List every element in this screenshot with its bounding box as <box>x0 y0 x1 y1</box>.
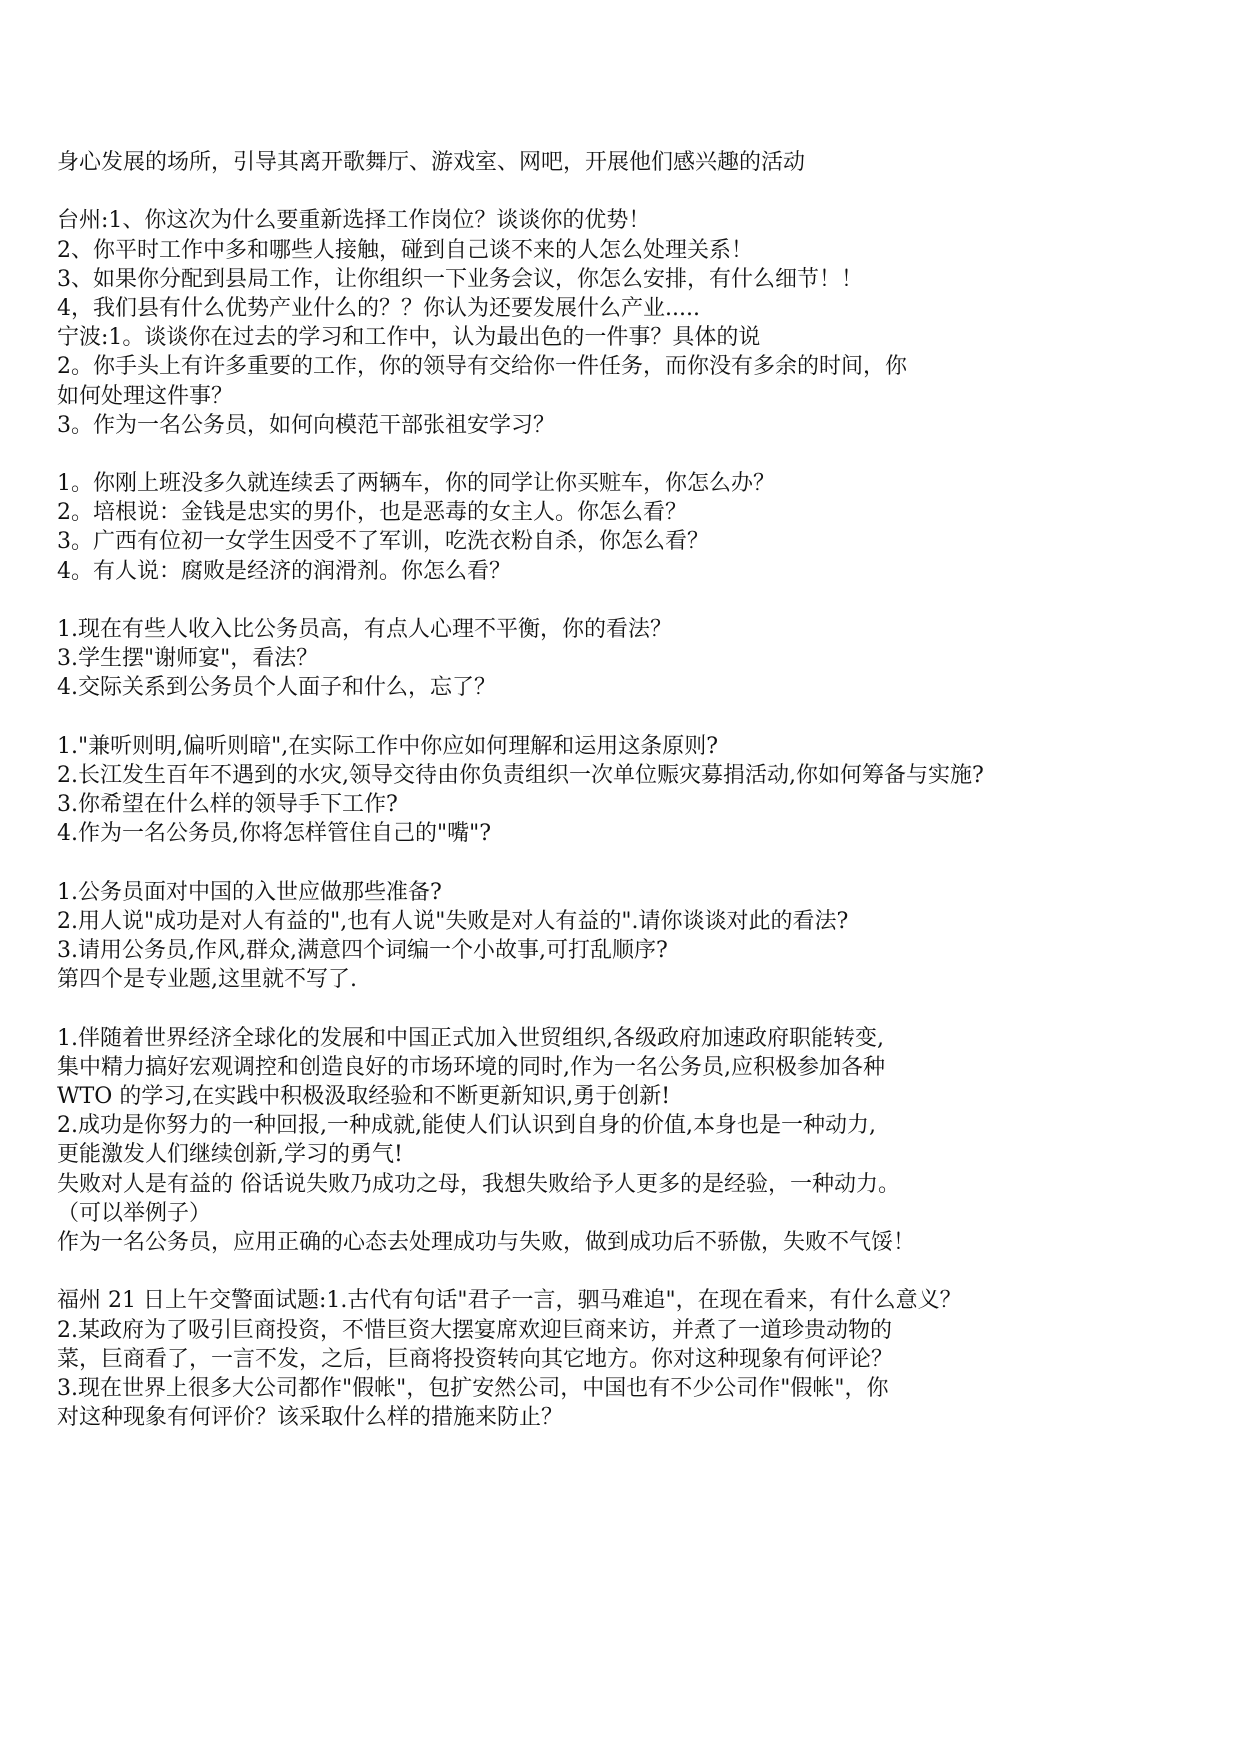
text-line: 作为一名公务员，应用正确的心态去处理成功与失败，做到成功后不骄傲，失败不气馁！ <box>57 1229 916 1255</box>
text-line: 失败对人是有益的 俗话说失败乃成功之母，我想失败给予人更多的是经验，一种动力。 <box>57 1171 900 1197</box>
text-line: 2、你平时工作中多和哪些人接触，碰到自己谈不来的人怎么处理关系！ <box>57 237 753 263</box>
blank-line <box>57 703 1217 732</box>
blank-line <box>57 586 1217 615</box>
text-line: 1。你刚上班没多久就连续丢了两辆车，你的同学让你买赃车，你怎么办？ <box>57 471 775 497</box>
text-line: 3。广西有位初一女学生因受不了军训，吃洗衣粉自杀，你怎么看？ <box>57 529 709 555</box>
text-line: WTO 的学习,在实践中积极汲取经验和不断更新知识,勇于创新! <box>57 1084 671 1109</box>
text-line: 3.学生摆"谢师宴"，看法？ <box>57 646 319 672</box>
text-line: 对这种现象有何评价？该采取什么样的措施来防止？ <box>57 1405 564 1431</box>
text-line: 4。有人说：腐败是经济的润滑剂。你怎么看？ <box>57 558 511 584</box>
text-line: 身心发展的场所，引导其离开歌舞厅、游戏室、网吧，开展他们感兴趣的活动 <box>57 150 806 175</box>
text-line: 台州:1、你这次为什么要重新选择工作岗位？谈谈你的优势！ <box>57 208 651 234</box>
text-line: 1."兼听则明,偏听则暗",在实际工作中你应如何理解和运用这条原则? <box>57 733 719 759</box>
text-line: 2。培根说：金钱是忠实的男仆，也是恶毒的女主人。你怎么看？ <box>57 500 687 526</box>
text-line: 集中精力搞好宏观调控和创造良好的市场环境的同时,作为一名公务员,应积极参加各种 <box>57 1054 885 1080</box>
blank-line <box>57 440 1217 469</box>
text-line: 4.作为一名公务员,你将怎样管住自己的"嘴"? <box>57 821 492 847</box>
text-line: 1.现在有些人收入比公务员高，有点人心理不平衡，你的看法？ <box>57 617 672 642</box>
text-line: 2.某政府为了吸引巨商投资，不惜巨资大摆宴席欢迎巨商来访，并煮了一道珍贵动物的 <box>57 1317 892 1343</box>
text-line: 3、如果你分配到县局工作，让你组织一下业务会议，你怎么安排，有什么细节！！ <box>57 266 863 292</box>
text-line: 3。作为一名公务员，如何向模范干部张祖安学习？ <box>57 412 555 438</box>
text-line: 宁波:1。谈谈你在过去的学习和工作中，认为最出色的一件事？具体的说 <box>57 325 761 351</box>
text-line: 3.现在世界上很多大公司都作"假帐"，包扩安然公司，中国也有不少公司作"假帐"，你 <box>57 1375 889 1401</box>
blank-line <box>57 849 1217 878</box>
text-line: 福州 21 日上午交警面试题:1.古代有句话"君子一言，驷马难追"，在现在看来，有什么意义？ <box>57 1288 962 1314</box>
text-line: 3.请用公务员,作风,群众,满意四个词编一个小故事,可打乱顺序? <box>57 938 668 964</box>
text-line: 3.你希望在什么样的领导手下工作? <box>57 792 398 818</box>
text-line: 1.伴随着世界经济全球化的发展和中国正式加入世贸组织,各级政府加速政府职能转变, <box>57 1025 884 1051</box>
text-line: 4，我们县有什么优势产业什么的？？你认为还要发展什么产业..... <box>57 295 700 321</box>
text-line: 如何处理这件事？ <box>57 383 234 409</box>
blank-line <box>57 177 1217 206</box>
text-line: 2.用人说"成功是对人有益的",也有人说"失败是对人有益的".请你谈谈对此的看法? <box>57 908 849 934</box>
text-line: 1.公务员面对中国的入世应做那些准备? <box>57 879 442 905</box>
text-line: 第四个是专业题,这里就不写了. <box>57 967 357 993</box>
blank-line <box>57 1257 1217 1286</box>
text-line: 2.成功是你努力的一种回报,一种成就,能使人们认识到自身的价值,本身也是一种动力, <box>57 1113 876 1139</box>
text-line: （可以举例子） <box>57 1200 212 1226</box>
text-line: 2.长江发生百年不遇到的水灾,领导交待由你负责组织一次单位赈灾募捐活动,你如何筹备与实施? <box>57 762 984 788</box>
blank-line <box>57 994 1217 1023</box>
text-line: 菜，巨商看了，一言不发，之后，巨商将投资转向其它地方。你对这种现象有何评论？ <box>57 1346 894 1372</box>
text-line: 2。你手头上有许多重要的工作，你的领导有交给你一件任务，而你没有多余的时间，你 <box>57 354 907 380</box>
text-line: 4.交际关系到公务员个人面子和什么，忘了？ <box>57 675 496 701</box>
text-line: 更能激发人们继续创新,学习的勇气! <box>57 1142 403 1168</box>
document-page <box>57 148 1217 1432</box>
